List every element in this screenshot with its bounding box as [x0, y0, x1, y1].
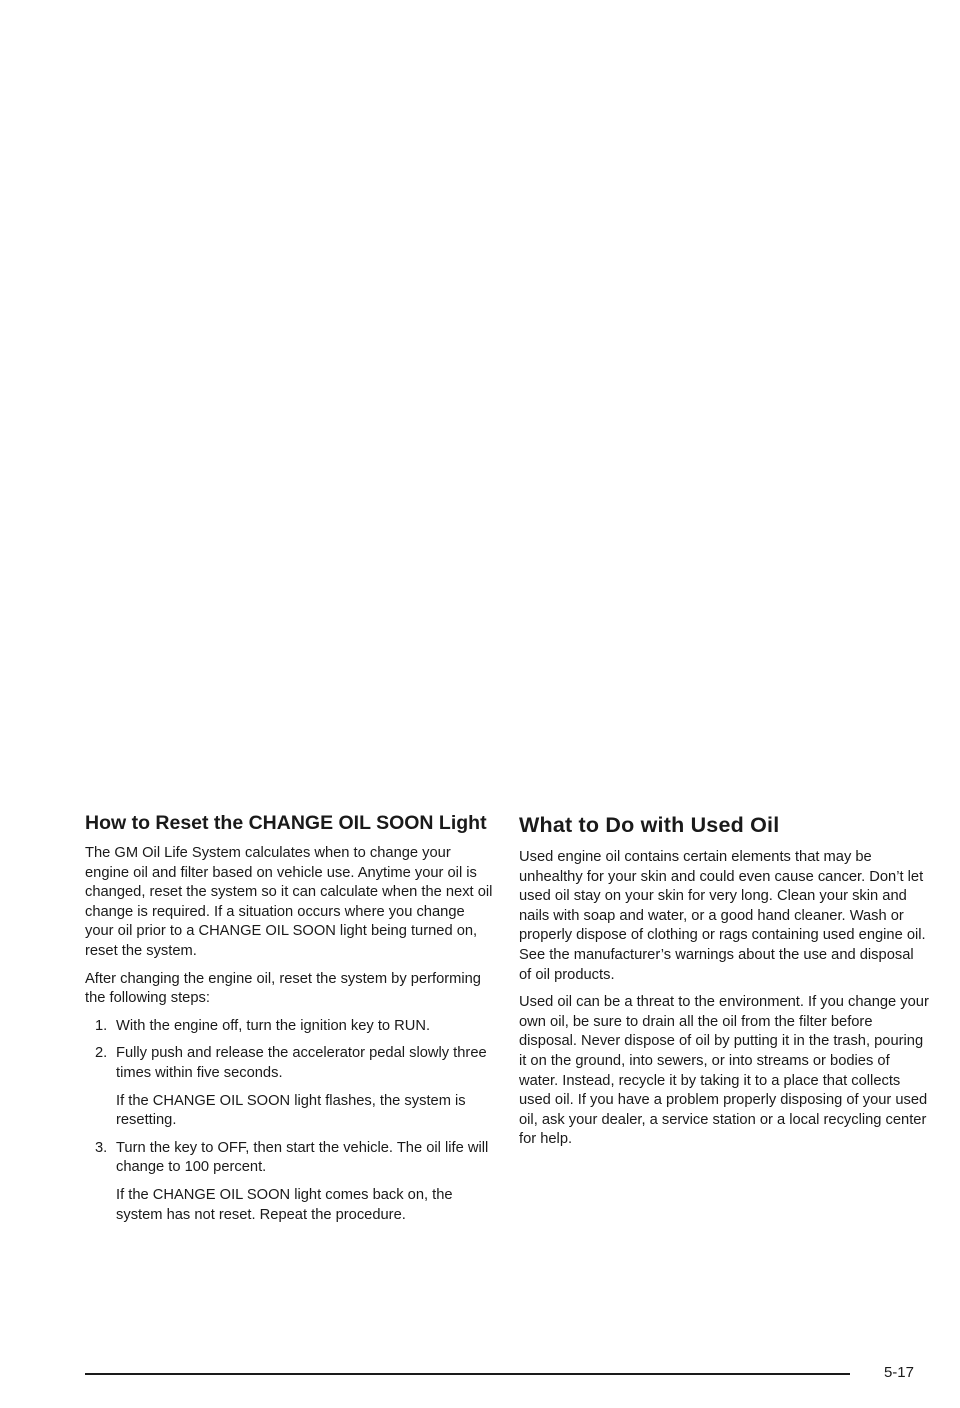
used-oil-health-paragraph: Used engine oil contains certain elements that may be unhealthy for your skin and could even cause cancer. Don’t let used oil stay on your skin for very long. Clean your skin and nails with soap and water, or a good hand cleaner. Wash or properly dispose of clothing or rags containing used engine oil. See the manufacturer’s warnings about the use and disposal of oil products. [519, 849, 926, 983]
step-number: 2. [95, 1045, 108, 1062]
step-text: With the engine off, turn the ignition key to RUN. [116, 1017, 431, 1034]
step-text: Turn the key to OFF, then start the vehicle. The oil life will change to 100 percent. [116, 1139, 489, 1176]
step-3-note: If the CHANGE OIL SOON light comes back on, the system has not reset. Repeat the procedure. [116, 1186, 453, 1223]
oil-life-system-paragraph: The GM Oil Life System calculates when to change your engine oil and filter based on vehicle use. Anytime your oil is changed, reset the system so it can calculate when the next oil change is required. If a situation occurs where you change your oil prior to a CHANGE OIL SOON light being turned on, reset the system. [85, 845, 493, 959]
page-number: 5-17 [883, 1364, 914, 1381]
used-oil-heading: What to Do with Used Oil [519, 813, 780, 837]
left-column [85, 812, 495, 1233]
step-text: Fully push and release the accelerator pedal slowly three times within five seconds. [116, 1045, 487, 1081]
step-number: 3. [95, 1139, 108, 1156]
right-column [519, 812, 929, 1158]
reset-light-heading: How to Reset the CHANGE OIL SOON Light [85, 812, 487, 834]
step-2 [85, 1044, 495, 1083]
step-1 [85, 1017, 495, 1037]
step-2-note: If the CHANGE OIL SOON light flashes, the system is resetting. [116, 1092, 466, 1129]
reset-intro-paragraph: After changing the engine oil, reset the system by performing the following steps: [85, 970, 481, 1007]
footer-rule [85, 1373, 850, 1375]
step-3 [85, 1139, 495, 1178]
used-oil-environment-paragraph: Used oil can be a threat to the environment. If you change your own oil, be sure to drain all the oil from the filter before disposal. Never dispose of oil by putting it in the trash, pouring it on the ground, into sewers, or into streams or bodies of water. Instead, recycle it by taking it to a place that collects used oil. If you have a problem properly disposing of your used oil, ask your dealer, a service station or a local recycling center for help. [519, 994, 929, 1148]
step-number: 1. [95, 1017, 108, 1034]
